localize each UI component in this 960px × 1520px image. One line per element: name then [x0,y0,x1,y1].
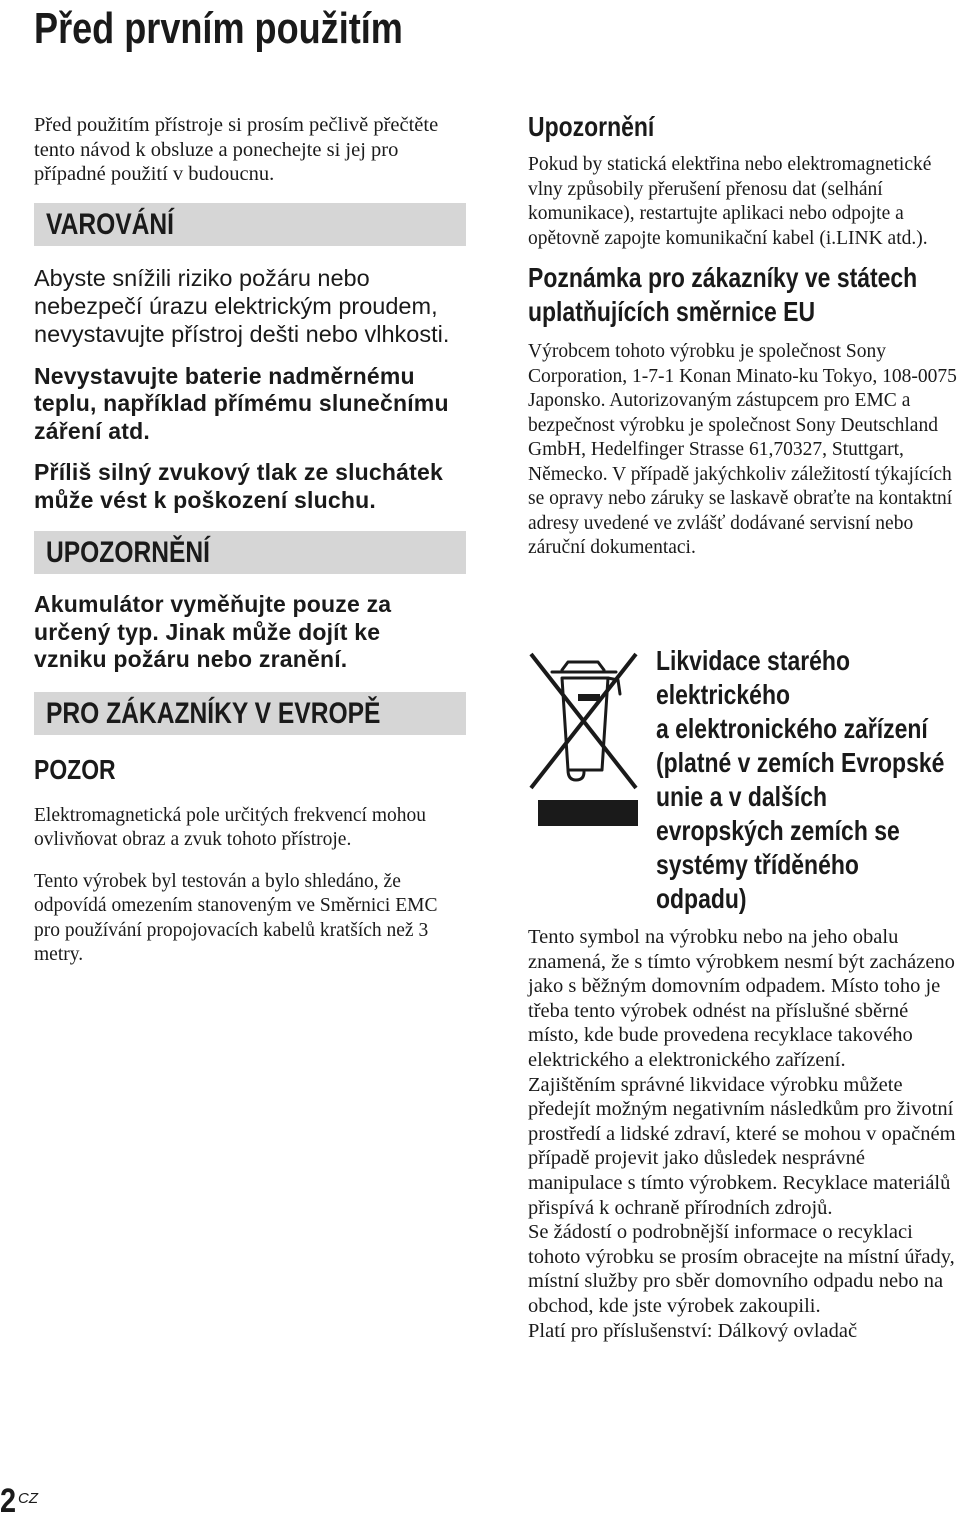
upozorneni-right-heading: Upozornění [528,111,655,142]
upozorneni-right-heading-wrap [528,110,958,144]
upozorneni-text: Akumulátor vyměňujte pouze za určený typ. Jinak může dojít ke vzniku požáru nebo zranění. [34,591,392,673]
weee-text-4: Platí pro příslušenství: Dálkový ovladač [528,1319,858,1342]
weee-heading-line-1: Likvidace starého [656,645,850,676]
varovani-heading-box [34,203,466,246]
eu-note-heading-line-1: Poznámka pro zákazníky ve státech [528,262,918,293]
europe-text-1: Elektromagnetická pole určitých frekvencí mohou ovlivňovat obraz a zvuk tohoto přístroje. [34,804,427,851]
pozor-heading: POZOR [34,753,116,785]
upozorneni-heading: UPOZORNĚNÍ [46,536,211,570]
eu-note-text: Výrobcem tohoto výrobku je společnost Sony Corporation, 1-7-1 Konan Minato-ku Tokyo, 108-0075 Japonsko. Autorizovaným zástupcem pro EMC a bezpečnost výrobku je společnost Sony Deutschland GmbH, Hedelfinger Strasse 61,70327, Stuttgart, Německo. V případě jakýchkoliv záležitostí týkajících se opravy nebo záruky se laskavě obraťte na kontaktní adresy uvedené ve zvlášť dodávané servisní nebo záruční dokumentaci. [528,341,957,558]
varovani-text-3: Příliš silný zvukový tlak ze sluchátek může vést k poškození sluchu. [34,459,444,513]
varovani-heading: VAROVÁNÍ [46,207,175,241]
weee-heading-line-3: a elektronického zařízení [656,713,928,744]
weee-text-block [528,925,958,1343]
language-code: CZ [18,1490,38,1507]
europe-heading: PRO ZÁKAZNÍKY V EVROPĚ [46,696,381,730]
page-number-value: 2 [0,1482,17,1520]
weee-heading-line-5: unie a v dalších [656,781,827,812]
europe-text-2: Tento výrobek byl testován a bylo shledáno, že odpovídá omezením stanoveným ve Směrnici EMC pro používání propojovacích kabelů kratších než 3 metry. [34,870,438,966]
weee-heading-line-7: systémy tříděného [656,849,859,880]
varovani-text-2: Nevystavujte baterie nadměrnému teplu, například přímému slunečnímu záření atd. [34,362,449,444]
varovani-text-1: Abyste snížili riziko požáru nebo nebezpečí úrazu elektrickým proudem, nevystavujte přístroj dešti nebo vlhkosti. [34,264,450,347]
weee-text-3: Se žádostí o podrobnější informace o recyklaci tohoto výrobku se prosím obracejte na místní úřady, místní služby pro sběr domovního odpadu nebo na obchod, kde jste výrobek zakoupili. [528,1221,955,1317]
weee-heading-line-6: evropských zemích se [656,815,900,846]
pozor-heading-wrap [34,753,466,787]
upozorneni-right-text: Pokud by statická elektřina nebo elektromagnetické vlny způsobily přerušení přenosu dat (selhání komunikace), restartujte aplikaci nebo odpojte a opětovně zapojte komunikační kabel (i.LINK atd.). [528,154,932,249]
right-column [528,110,958,561]
intro-text: Před použitím přístroje si prosím pečlivě přečtěte tento návod k obsluze a ponechejte si jej pro případné použití v budoucnu. [34,114,439,186]
page-number [0,1482,38,1520]
upozorneni-heading-box [34,531,466,574]
page-title: Před prvním použitím [34,4,403,53]
eu-note-heading-line-2: uplatňujících směrnice EU [528,296,816,327]
eu-note-heading [528,261,958,329]
crossed-out-wheelie-bin-icon [528,648,640,826]
left-column [34,113,466,968]
europe-heading-box [34,692,466,735]
weee-heading-line-8: odpadu) [656,883,747,914]
weee-text-1: Tento symbol na výrobku nebo na jeho obalu znamená, že s tímto výrobkem nesmí být zacházeno jako s běžným domovním odpadem. Místo toho je třeba tento výrobek odnést na příslušné sběrné místo, kde bude provedena recyklace takového elektrického a elektronického zařízení. [528,926,955,1071]
weee-heading [656,644,956,916]
weee-heading-line-2: elektrického [656,679,791,710]
weee-heading-line-4: (platné v zemích Evropské [656,747,945,778]
weee-text-2: Zajištěním správné likvidace výrobku můžete předejít možným negativním následkům pro životní prostředí a lidské zdraví, které se mohou v opačném případě projevit jako důsledek nesprávné manipulace s tímto výrobkem. Recyklace materiálů přispívá k ochraně přírodních zdrojů. [528,1073,956,1219]
